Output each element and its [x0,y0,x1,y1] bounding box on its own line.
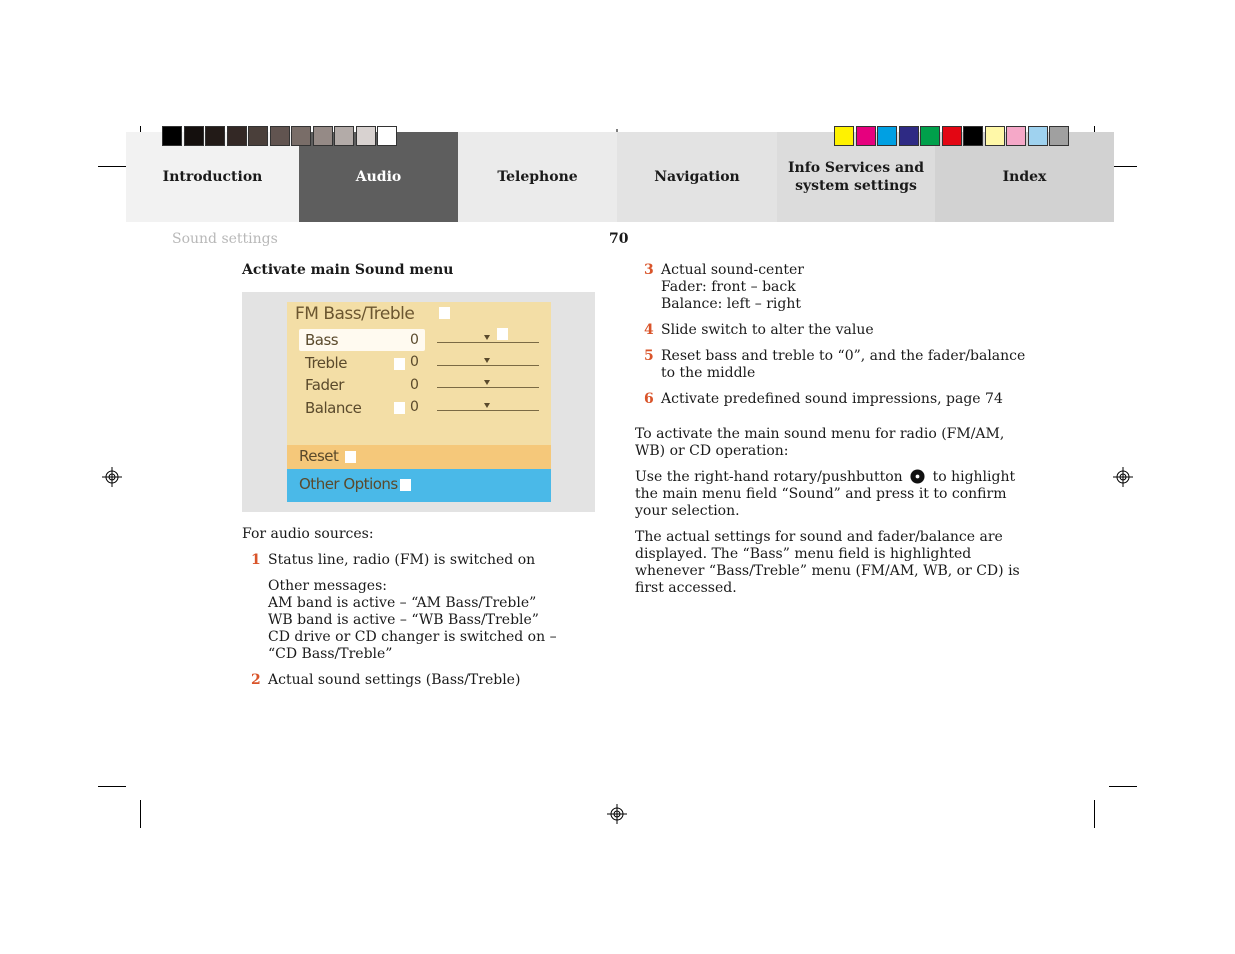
registration-mark-icon [1113,467,1133,487]
row-value-balance: 0 [410,399,419,415]
item-text: Actual sound settings (Bass/Treble) [268,672,521,688]
item-text: Actual sound-center Fader: front – back Balance: left – right [661,262,804,312]
color-swatch [1028,126,1048,146]
reset-button[interactable] [287,445,551,469]
tab-label: Telephone [497,169,578,185]
color-swatch [270,126,290,146]
callout-marker [394,358,405,370]
callout-marker [439,307,450,319]
row-label-balance: Balance [305,399,362,417]
tab-label: Navigation [654,169,740,185]
item-text: Status line, radio (FM) is switched on [268,552,536,568]
color-swatch [920,126,940,146]
item-number: 3 [644,262,654,278]
rotary-pushbutton-icon [910,469,925,484]
callout-marker [400,479,411,491]
paragraph: The actual settings for sound and fader/balance are displayed. The “Bass” menu field is highlighted whenever “Bass/Treble” menu (FM/AM, WB, or CD) is first accessed. [635,529,1020,596]
heading: Activate main Sound menu [242,262,454,278]
tab-label-line1: Info Services and [787,160,925,176]
crop-mark [1109,786,1137,787]
intro-text: For audio sources: [242,526,374,542]
item-number: 6 [644,391,654,407]
callout-marker [497,328,508,340]
color-swatch [834,126,854,146]
paragraph: To activate the main sound menu for radio (FM/AM, WB) or CD operation: [635,426,1005,459]
crop-mark [98,166,126,167]
crop-mark [98,786,126,787]
callout-marker [345,451,356,463]
row-value-treble: 0 [410,354,419,370]
row-label-bass: Bass [305,331,339,349]
reset-label: Reset [299,447,339,465]
row-value-fader: 0 [410,377,419,393]
color-swatch [205,126,225,146]
sound-menu-screen [287,302,551,502]
slider-knob-icon [484,403,490,408]
paragraph-part: to highlight [932,469,1016,485]
paragraph-line [635,469,1015,486]
treble-slider[interactable] [437,359,539,366]
color-swatch [856,126,876,146]
item-text: Reset bass and treble to “0”, and the fader/balance to the middle [661,348,1026,381]
item-number: 4 [644,322,654,338]
tab-label-line2: system settings [795,178,917,194]
other-messages: Other messages: AM band is active – “AM Bass/Treble” WB band is active – “WB Bass/Treble” CD drive or CD changer is switched on – “CD Bass/Treble” [268,578,557,662]
crop-mark [140,800,141,828]
item-number: 1 [251,552,261,568]
screen-title: FM Bass/Treble [295,304,415,324]
color-swatch [985,126,1005,146]
paragraph-part: Use the right-hand rotary/pushbutton [635,469,903,485]
color-swatch [1049,126,1069,146]
color-swatch [877,126,897,146]
color-swatch [899,126,919,146]
crop-mark [1094,800,1095,828]
row-label-fader: Fader [305,376,344,394]
color-swatch [313,126,333,146]
fader-slider[interactable] [437,381,539,388]
color-swatch [377,126,397,146]
registration-mark-icon [102,467,122,487]
color-swatch [291,126,311,146]
bass-slider[interactable] [437,336,539,343]
tab-label: Index [1002,169,1047,185]
item-text: Activate predefined sound impressions, page 74 [661,391,1003,407]
color-swatch [162,126,182,146]
color-swatch [963,126,983,146]
slider-knob-icon [484,335,490,340]
row-label-treble: Treble [305,354,347,372]
color-swatch [248,126,268,146]
color-swatch [227,126,247,146]
item-number: 2 [251,672,261,688]
tab-telephone[interactable] [458,132,617,222]
item-number: 5 [644,348,654,364]
paragraph: the main menu field “Sound” and press it to confirm your selection. [635,486,1007,519]
tab-label: Audio [355,169,402,185]
callout-marker [394,402,405,414]
page-number: 70 [609,231,629,247]
slider-knob-icon [484,380,490,385]
color-swatch [356,126,376,146]
item-text: Slide switch to alter the value [661,322,874,338]
other-options-button[interactable] [287,469,551,502]
color-swatch [184,126,204,146]
tab-label: Introduction [162,169,263,185]
row-value-bass: 0 [410,332,419,348]
balance-slider[interactable] [437,404,539,411]
registration-mark-icon [607,804,627,824]
slider-knob-icon [484,358,490,363]
color-swatch [334,126,354,146]
color-swatch [942,126,962,146]
color-swatch [1006,126,1026,146]
tab-navigation[interactable] [617,132,777,222]
other-options-label: Other Options [299,475,398,493]
section-title: Sound settings [172,231,278,247]
